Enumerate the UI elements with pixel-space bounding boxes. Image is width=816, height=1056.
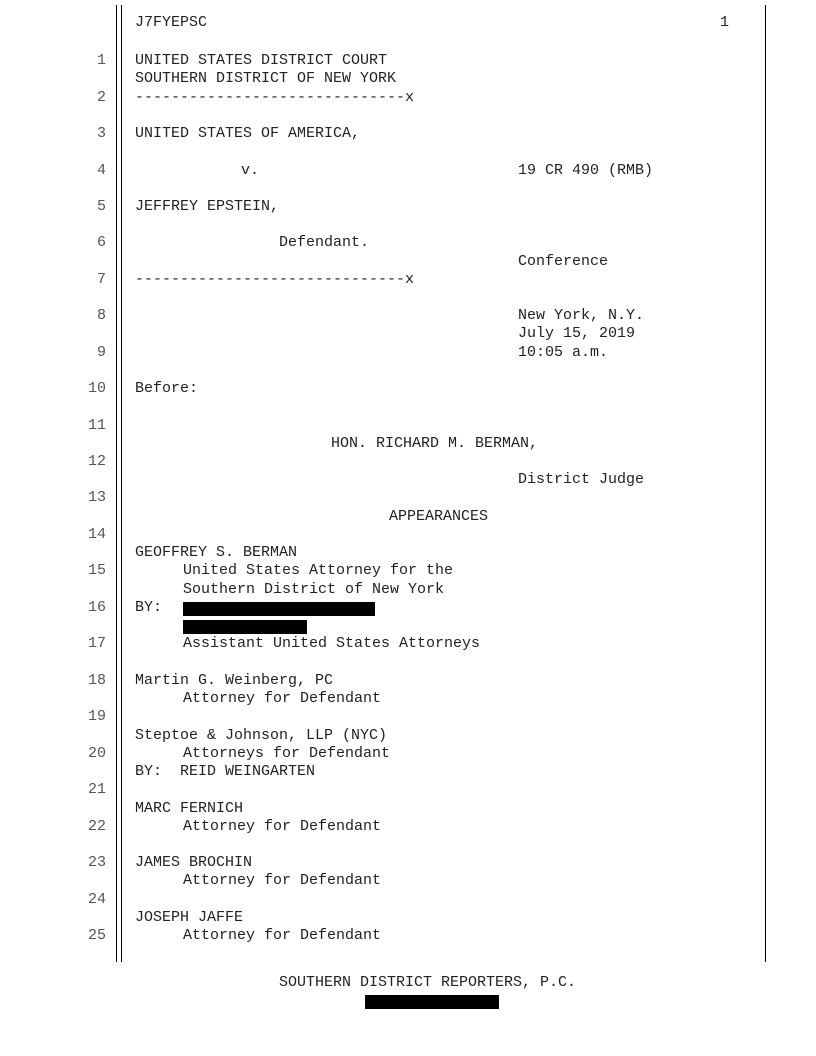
left-margin-rule-outer: [116, 5, 117, 962]
line-number: 6: [96, 234, 106, 251]
redaction-bar: [183, 620, 307, 634]
us-attorney-name: GEOFFREY S. BERMAN: [135, 544, 298, 561]
line-number: 8: [96, 307, 106, 324]
line-number: 16: [87, 599, 106, 616]
line-number: 14: [87, 526, 106, 543]
transcript-code: J7FYEPSC: [135, 14, 208, 31]
counsel-firm: Steptoe & Johnson, LLP (NYC): [135, 727, 388, 744]
counsel-firm: MARC FERNICH: [135, 800, 244, 817]
line-number: 18: [87, 672, 106, 689]
proceeding-location: New York, N.Y.: [518, 307, 645, 324]
line-number: 5: [96, 198, 106, 215]
us-attorney-district: Southern District of New York: [183, 581, 445, 598]
line-number: 4: [96, 162, 106, 179]
counsel-by: BY: REID WEINGARTEN: [135, 763, 316, 780]
caption-rule: ------------------------------x: [135, 89, 415, 106]
page-number: 1: [720, 14, 730, 31]
line-number: 19: [87, 708, 106, 725]
line-number: 12: [87, 453, 106, 470]
line-number: 15: [87, 562, 106, 579]
counsel-role: Attorney for Defendant: [183, 818, 382, 835]
proceeding-date: July 15, 2019: [518, 325, 636, 342]
court-name: UNITED STATES DISTRICT COURT: [135, 52, 388, 69]
right-margin-rule: [765, 5, 766, 962]
counsel-role: Attorneys for Defendant: [183, 745, 391, 762]
line-number: 17: [87, 635, 106, 652]
line-number: 24: [87, 891, 106, 908]
line-number: 3: [96, 125, 106, 142]
counsel-role: Attorney for Defendant: [183, 927, 382, 944]
by-label: BY:: [135, 599, 163, 616]
line-number: 21: [87, 781, 106, 798]
line-number: 9: [96, 344, 106, 361]
counsel-role: Attorney for Defendant: [183, 872, 382, 889]
caption-rule-bottom: ------------------------------x: [135, 271, 415, 288]
left-margin-rule-inner: [121, 5, 122, 962]
counsel-firm: JOSEPH JAFFE: [135, 909, 244, 926]
plaintiff-name: UNITED STATES OF AMERICA,: [135, 125, 361, 142]
line-number: 22: [87, 818, 106, 835]
line-number: 2: [96, 89, 106, 106]
court-district: SOUTHERN DISTRICT OF NEW YORK: [135, 70, 397, 87]
judge-name: HON. RICHARD M. BERMAN,: [331, 435, 539, 452]
defendant-role: Defendant.: [279, 234, 370, 251]
counsel-firm: JAMES BROCHIN: [135, 854, 253, 871]
counsel-role: Attorney for Defendant: [183, 690, 382, 707]
us-attorney-title: United States Attorney for the: [183, 562, 454, 579]
line-number: 7: [96, 271, 106, 288]
proceeding-time: 10:05 a.m.: [518, 344, 609, 361]
appearances-heading: APPEARANCES: [389, 508, 489, 525]
case-number: 19 CR 490 (RMB): [518, 162, 654, 179]
assistants-label: Assistant United States Attorneys: [183, 635, 481, 652]
redaction-bar: [183, 602, 375, 616]
line-number: 13: [87, 489, 106, 506]
line-number: 23: [87, 854, 106, 871]
defendant-name: JEFFREY EPSTEIN,: [135, 198, 280, 215]
versus: v.: [241, 162, 260, 179]
proceeding-type: Conference: [518, 253, 609, 270]
judge-title: District Judge: [518, 471, 645, 488]
line-number: 20: [87, 745, 106, 762]
reporter-footer: SOUTHERN DISTRICT REPORTERS, P.C.: [279, 974, 577, 991]
before-label: Before:: [135, 380, 199, 397]
line-number: 25: [87, 927, 106, 944]
redaction-bar: [365, 995, 499, 1009]
line-number: 11: [87, 417, 106, 434]
line-number: 1: [96, 52, 106, 69]
line-number: 10: [87, 380, 106, 397]
counsel-firm: Martin G. Weinberg, PC: [135, 672, 334, 689]
